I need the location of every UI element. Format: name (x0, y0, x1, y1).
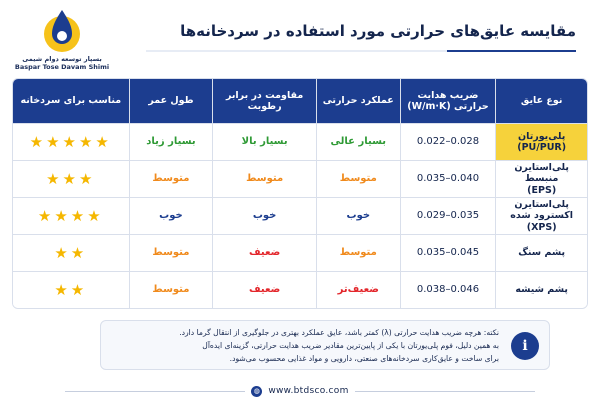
row-lifespan: متوسط (129, 272, 213, 308)
row-moisture: ضعیف (212, 272, 316, 308)
note-line: نکته: هرچه ضریب هدایت حرارتی (λ) کمتر باشد، عایق عملکرد بهتری در جلوگیری از انتقال گرما دارد. (179, 328, 499, 337)
header-name: نوع عایق (495, 79, 587, 123)
row-conductivity: 0.035–0.040 (400, 161, 496, 197)
table-row (13, 234, 587, 271)
row-name: پشم سنگ (518, 247, 566, 259)
row-conductivity: 0.022–0.028 (400, 124, 496, 160)
table-row (13, 271, 587, 308)
row-name-cell (495, 198, 587, 234)
note-box (100, 320, 550, 370)
row-name: پلی‌یورتان (518, 130, 566, 142)
website-link[interactable]: www.btdsco.com (268, 386, 349, 396)
row-rating-stars: ★★★ (46, 170, 96, 188)
row-rating-stars: ★★★★ (37, 207, 104, 225)
row-performance: ضعیف‌تر (316, 272, 400, 308)
row-abbr: (EPS) (527, 184, 557, 196)
info-icon: i (511, 332, 539, 360)
table-row (13, 197, 587, 234)
row-moisture: متوسط (212, 161, 316, 197)
row-name: پلی‌استایرن منبسط (514, 161, 569, 185)
header-lifespan: طول عمر (129, 79, 213, 123)
header-performance: عملکرد حرارتی (316, 79, 400, 123)
row-lifespan: بسیار زیاد (129, 124, 213, 160)
table-row (13, 160, 587, 197)
row-name: پشم شیشه (515, 284, 568, 296)
drop-logo-icon (40, 6, 84, 54)
row-performance: خوب (316, 198, 400, 234)
row-rating-stars: ★★★★★ (29, 133, 112, 151)
row-moisture: بسیار بالا (212, 124, 316, 160)
note-text (109, 326, 499, 365)
row-conductivity: 0.035–0.045 (400, 235, 496, 271)
globe-icon: ◍ (251, 386, 262, 397)
note-line: برای ساخت و عایق‌کاری سردخانه‌های صنعتی، دارویی و مواد غذایی محسوب می‌شود. (229, 354, 499, 363)
row-abbr: (XPS) (526, 221, 557, 233)
header-conductivity: ضریب هدایت حرارتی (W/m·K) (400, 79, 496, 123)
title-underline (146, 50, 576, 52)
row-performance: متوسط (316, 235, 400, 271)
row-moisture: خوب (212, 198, 316, 234)
comparison-table (12, 78, 588, 309)
footer-divider (65, 391, 245, 392)
row-moisture: ضعیف (212, 235, 316, 271)
page-title: مقایسه عایق‌های حرارتی مورد استفاده در سردخانه‌ها (180, 22, 576, 40)
row-lifespan: متوسط (129, 235, 213, 271)
row-conductivity: 0.029–0.035 (400, 198, 496, 234)
row-rating-stars: ★★ (54, 244, 88, 262)
footer (0, 384, 600, 398)
row-name-cell (495, 235, 587, 271)
header-moisture: مقاومت در برابر رطوبت (212, 79, 316, 123)
row-lifespan: متوسط (129, 161, 213, 197)
row-abbr: (PU/PUR) (517, 142, 567, 153)
brand-logo (12, 6, 112, 76)
row-name: پلی‌استایرن اکسترود شده (510, 198, 574, 222)
row-performance: متوسط (316, 161, 400, 197)
header-suitability: مناسب برای سردخانه (20, 95, 122, 107)
note-line: به همین دلیل، فوم پلی‌یورتان با یکی از پایین‌ترین مقادیر ضریب هدایت حرارتی، گزینه‌ای ایده‌آل (202, 341, 499, 350)
row-conductivity: 0.038–0.046 (400, 272, 496, 308)
table-row (13, 123, 587, 160)
row-name-cell (495, 272, 587, 308)
row-lifespan: خوب (129, 198, 213, 234)
row-rating-stars: ★★ (54, 281, 88, 299)
row-name-cell (495, 124, 587, 160)
table-header (13, 79, 587, 123)
row-performance: بسیار عالی (316, 124, 400, 160)
footer-divider (355, 391, 535, 392)
brand-name-en: Baspar Tose Davam Shimi (14, 63, 110, 71)
brand-name-fa: بسپار توسعه دوام شیمی (22, 55, 102, 63)
row-name-cell (495, 161, 587, 197)
